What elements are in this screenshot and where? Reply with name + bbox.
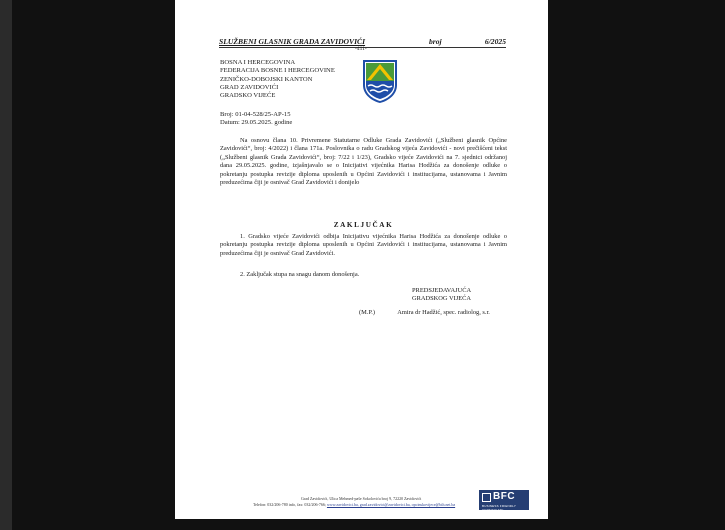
gazette-broj-label: broj — [429, 37, 442, 46]
page-footer — [253, 496, 455, 509]
conclusion-item: 2. Zaključak stupa na snagu danom donošenja. — [240, 271, 360, 278]
conclusion-item: 1. Gradsko vijeće Zavidovići odbija Inicijativu vijećnika Harisa Hodžića za donošenje odluke o pokretanju postupka revizije diploma uposlenih u Općini Zavidovići i institucijama, ustanovama i Javnim preduzećima čiji je osnivač Grad Zavidovići. — [220, 233, 507, 257]
viewer-left-edge — [0, 0, 12, 530]
footer-phone: Telefon: 032/206-780 info, fax: 032/206-766; — [253, 502, 327, 508]
authority-line: GRAD ZAVIDOVIĆI — [220, 83, 279, 91]
authority-line: ZENIČKO-DOBOJSKI KANTON — [220, 75, 313, 83]
authority-line: GRADSKO VIJEĆE — [220, 92, 276, 100]
document-reference — [220, 111, 292, 128]
conclusion-heading: ZAKLJUČAK — [333, 221, 394, 229]
bfc-badge-text: BFC — [493, 491, 516, 502]
signatory-title-line: GRADSKOG VIJEĆA — [412, 295, 472, 303]
signatory-title-line: PREDSJEDAVAJUĆA — [412, 287, 472, 294]
signatory-name: Amira dr Hadžić, spec. radiolog, s.r. — [397, 309, 490, 316]
footer-contact — [253, 502, 455, 508]
reference-date: Datum: 29.05.2025. godine — [220, 119, 293, 127]
gazette-title: SLUŽBENI GLASNIK GRADA ZAVIDOVIĆI — [219, 37, 366, 46]
document-page — [175, 0, 548, 519]
reference-number: Broj: 01-04-528/25-AP-15 — [220, 111, 291, 118]
signatory-title — [412, 287, 471, 304]
coat-of-arms-icon — [362, 59, 398, 104]
seal-placeholder: (M.P.) — [359, 309, 375, 316]
footer-links[interactable]: www.zavidovici.ba, grad.zavidovici@zavidovici.ba, opcinskovijece@bih.net.ba — [326, 502, 456, 508]
bfc-badge — [479, 490, 529, 510]
gazette-issue: 6/2025 — [484, 37, 506, 46]
authority-line: BOSNA I HERCEGOVINA — [220, 59, 296, 66]
bfc-badge-subtitle: BUSINESS FRIENDLY CERTIFICATE — [482, 504, 516, 512]
page-number: -411- — [355, 46, 367, 52]
bfc-logo-icon — [482, 493, 491, 502]
issuing-authority — [220, 59, 335, 100]
authority-line: FEDERACIJA BOSNE I HERCEGOVINE — [220, 67, 335, 75]
footer-address: Grad Zavidovići, Ulica Mehmed-paše Sokolovića broj 9, 72220 Zavidovići — [301, 496, 422, 501]
signature-line — [359, 309, 490, 316]
intro-paragraph: Na osnovu člana 10. Privremene Statutarne Odluke Grada Zavidovići („Službeni glasnik Općine Zavidovići“, broj: 4/2022) i člana 171a. Poslovnika o radu Gradskog vijeća Zavidovići - novi prečišćeni tekst („Službeni glasnik Grada Zavidovići“, broj: 7/22 i 1/23), Gradsko vijeće Zavidovići na 7. sjednici održanoj dana 29.05.2025. godine, izjašnjavalo se o Inicijativi vijećnika Harisa Hodžića za donošenje odluke o pokretanju postupka revizije diploma uposlenih u Općini Zavidovići i institucijama, ustanovama i Javnim preduzećima čiji je osnivač Grad Zavidovići i donijelo — [220, 137, 507, 187]
